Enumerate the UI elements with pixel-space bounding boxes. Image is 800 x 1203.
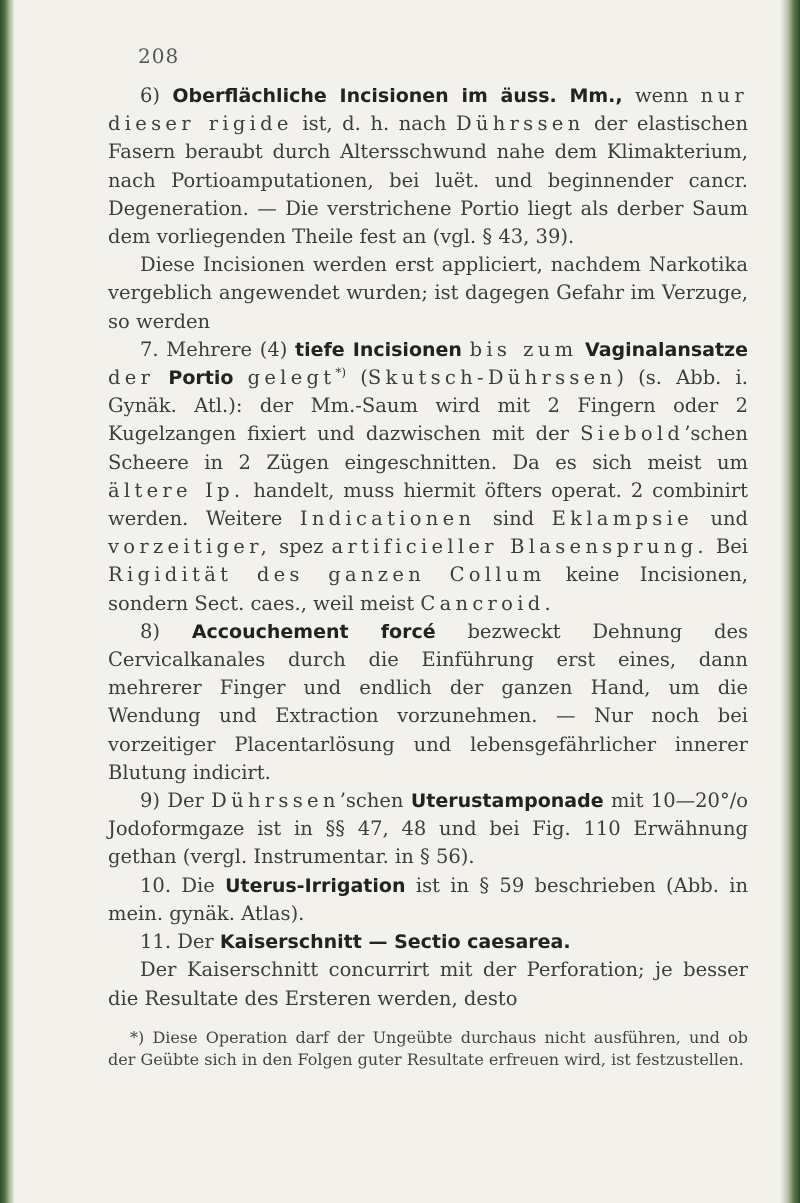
page-edge-right (780, 0, 800, 1203)
section-9: 9) Der Dührssen’schen Uterustamponade mit 10—20°/o Jodoformgaze ist in §§ 47, 48 und bei Fig. 110 Erwähnung gethan (vergl. Instrumentar. in § 56). (108, 789, 749, 869)
section-heading: Kaiserschnitt — Sectio caesarea. (219, 931, 571, 954)
author-name: Skutsch-Dührssen (367, 366, 617, 390)
section-6: 6) Oberflächliche Incisionen im äuss. Mm., wenn nur dieser rigide ist, d. h. nach Dührssen der elastischen Fasern beraubt durch Altersschwund nahe dem Klimakterium, nach Portioamputationen, bei luët. und beginnender cancr. Degeneration. — Die verstrichene Portio liegt als derber Saum dem vorliegenden Theile fest an (vgl. § 43, 39). (108, 84, 748, 249)
section-heading: Uterus-Irrigation (225, 874, 406, 897)
page-number: 208 (138, 44, 180, 68)
paragraph: Der Kaiserschnitt concurrirt mit der Perforation; je besser die Resultate des Ersteren werden, desto (108, 958, 748, 1010)
page-edge-left (0, 0, 14, 1203)
section-number: 6) (140, 84, 161, 107)
footnote-marker: *) (130, 1027, 145, 1047)
author-name: Siebold (580, 422, 685, 446)
section-11 (108, 928, 748, 956)
footnote-text: Diese Operation darf der Ungeübte durchaus nicht ausführen, und ob der Geübte sich in den Folgen guter Resultate erfreuen wird, ist festzustellen. (108, 1027, 748, 1069)
author-name: Dührssen (211, 789, 340, 813)
section-heading: Oberflächliche Incisionen im äuss. Mm., (172, 85, 623, 107)
footnote (108, 1027, 748, 1071)
section-number: 10. Die (140, 873, 215, 897)
section-number: 11. Der (140, 930, 214, 954)
book-page (108, 44, 748, 1071)
section-number: 7. Mehrere (4) (140, 337, 288, 361)
section-8: 8) Accouchement forcé bezweckt Dehnung des Cervicalkanales durch die Einführung erst eines, dann mehrerer Finger und endlich der ganzen Hand, um die Wendung und Extraction vorzunehmen. — Nur noch bei vorzeitiger Placentarlösung und lebensgefährlicher innerer Blutung indicirt. (108, 619, 749, 784)
section-number: 9) Der (140, 789, 204, 813)
section-heading: Accouchement forcé (191, 620, 436, 643)
paragraph: Diese Incisionen werden erst appliciert, nachdem Narkotika vergeblich angewendet wurden; ist dagegen Gefahr im Verzuge, so werden (108, 253, 748, 333)
section-7: 7. Mehrere (4) tiefe Incisionen bis zum Vaginalansatze der Portio gelegt*) (Skutsch-Dührssen) (s. Abb. i. Gynäk. Atl.): der Mm.-Saum wird mit 2 Fingern oder 2 Kugelzangen fixiert und dazwischen mit der Siebold’schen Scheere in 2 Zügen eingeschnitten. Da es sich meist um ältere Ip. handelt, muss hiermit öfters operat. 2 combinirt werden. Weitere Indicationen sind Eklampsie und vorzeitiger, spez artificieller Blasensprung. Bei Rigidität des ganzen Collum keine Incisionen, sondern Sect. caes., weil meist Cancroid. (108, 337, 749, 615)
footnote-marker: *) (335, 365, 347, 380)
author-name: Dührssen (455, 112, 585, 136)
section-10: 10. Die Uterus-Irrigation ist in § 59 beschrieben (Abb. in mein. gynäk. Atlas). (108, 873, 749, 925)
section-number: 8) (140, 619, 161, 643)
emphasis-text: nur dieser rigide (108, 84, 748, 136)
section-heading: Uterustamponade (410, 790, 604, 813)
section-heading: tiefe Incisionen (295, 338, 462, 361)
